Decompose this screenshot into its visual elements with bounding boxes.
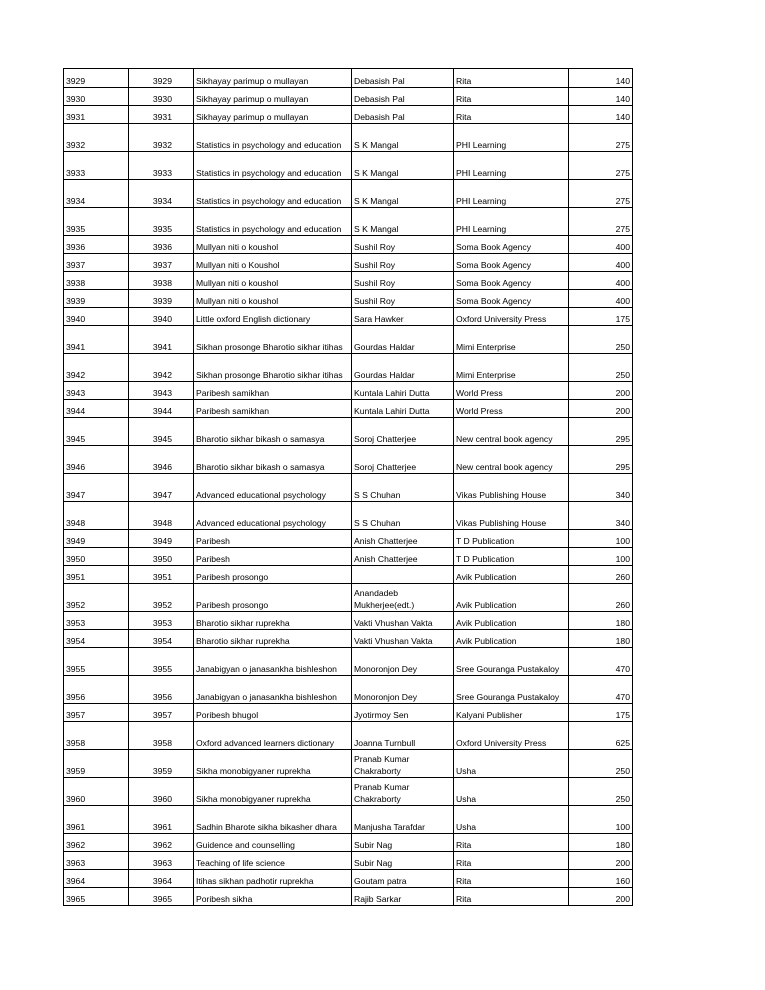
publisher-cell: Kalyani Publisher (454, 704, 569, 722)
price-cell: 175 (569, 308, 633, 326)
publisher-cell: Oxford University Press (454, 308, 569, 326)
author-cell: Debasish Pal (352, 106, 454, 124)
title-cell: Sikha monobigyaner ruprekha (194, 750, 352, 778)
publisher-cell: PHI Learning (454, 124, 569, 152)
accession-number-cell: 3937 (129, 254, 194, 272)
publisher-cell: World Press (454, 400, 569, 418)
price-cell: 200 (569, 888, 633, 906)
row-number-cell: 3945 (64, 418, 129, 446)
title-cell: Sikhayay parimup o mullayan (194, 106, 352, 124)
table-row (64, 502, 633, 530)
author-cell: Sara Hawker (352, 308, 454, 326)
title-cell: Sikhan prosonge Bharotio sikhar itihas (194, 326, 352, 354)
row-number-cell: 3937 (64, 254, 129, 272)
author-cell: Vakti Vhushan Vakta (352, 612, 454, 630)
publisher-cell: Soma Book Agency (454, 236, 569, 254)
author-cell: S S Chuhan (352, 502, 454, 530)
accession-number-cell: 3935 (129, 208, 194, 236)
publisher-cell: Usha (454, 806, 569, 834)
publisher-cell: Rita (454, 106, 569, 124)
title-cell: Teaching of life science (194, 852, 352, 870)
author-cell: S K Mangal (352, 180, 454, 208)
publisher-cell: Rita (454, 870, 569, 888)
price-cell: 200 (569, 852, 633, 870)
publisher-cell: Rita (454, 852, 569, 870)
table-row (64, 254, 633, 272)
price-cell: 200 (569, 400, 633, 418)
accession-number-cell: 3958 (129, 722, 194, 750)
row-number-cell: 3933 (64, 152, 129, 180)
table-row (64, 852, 633, 870)
publisher-cell: Rita (454, 888, 569, 906)
author-cell: Sushil Roy (352, 254, 454, 272)
title-cell: Mullyan niti o koushol (194, 272, 352, 290)
row-number-cell: 3943 (64, 382, 129, 400)
price-cell: 250 (569, 326, 633, 354)
accession-number-cell: 3955 (129, 648, 194, 676)
title-cell: Paribesh (194, 548, 352, 566)
accession-number-cell: 3956 (129, 676, 194, 704)
publisher-cell: PHI Learning (454, 180, 569, 208)
price-cell: 250 (569, 750, 633, 778)
row-number-cell: 3940 (64, 308, 129, 326)
accession-number-cell: 3932 (129, 124, 194, 152)
title-cell: Mullyan niti o Koushol (194, 254, 352, 272)
price-cell: 140 (569, 88, 633, 106)
accession-number-cell: 3957 (129, 704, 194, 722)
title-cell: Bharotio sikhar ruprekha (194, 612, 352, 630)
author-cell: Soroj Chatterjee (352, 446, 454, 474)
row-number-cell: 3957 (64, 704, 129, 722)
accession-number-cell: 3964 (129, 870, 194, 888)
accession-number-cell: 3945 (129, 418, 194, 446)
table-row (64, 124, 633, 152)
accession-number-cell: 3954 (129, 630, 194, 648)
table-row (64, 584, 633, 612)
title-cell: Statistics in psychology and education (194, 152, 352, 180)
row-number-cell: 3942 (64, 354, 129, 382)
publisher-cell: Sree Gouranga Pustakaloy (454, 676, 569, 704)
publisher-cell: Usha (454, 750, 569, 778)
publisher-cell: Rita (454, 69, 569, 88)
author-cell: S K Mangal (352, 208, 454, 236)
row-number-cell: 3960 (64, 778, 129, 806)
title-cell: Sikhayay parimup o mullayan (194, 69, 352, 88)
row-number-cell: 3936 (64, 236, 129, 254)
price-cell: 400 (569, 236, 633, 254)
publisher-cell: New central book agency (454, 446, 569, 474)
title-cell: Sikha monobigyaner ruprekha (194, 778, 352, 806)
row-number-cell: 3961 (64, 806, 129, 834)
title-cell: Paribesh prosongo (194, 566, 352, 584)
publisher-cell: World Press (454, 382, 569, 400)
author-cell: Monoronjon Dey (352, 676, 454, 704)
publisher-cell: Avik Publication (454, 566, 569, 584)
publisher-cell: T D Publication (454, 530, 569, 548)
title-cell: Sikhayay parimup o mullayan (194, 88, 352, 106)
title-cell: Bharotio sikhar bikash o samasya (194, 446, 352, 474)
accession-number-cell: 3939 (129, 290, 194, 308)
accession-number-cell: 3930 (129, 88, 194, 106)
title-cell: Poribesh bhugol (194, 704, 352, 722)
title-cell: Mullyan niti o koushol (194, 236, 352, 254)
title-cell: Bharotio sikhar ruprekha (194, 630, 352, 648)
author-cell: Anish Chatterjee (352, 530, 454, 548)
table-row (64, 704, 633, 722)
row-number-cell: 3959 (64, 750, 129, 778)
table-row (64, 180, 633, 208)
price-cell: 275 (569, 152, 633, 180)
author-cell: Manjusha Tarafdar (352, 806, 454, 834)
row-number-cell: 3952 (64, 584, 129, 612)
title-cell: Janabigyan o janasankha bishleshon (194, 676, 352, 704)
table-row (64, 382, 633, 400)
accession-number-cell: 3929 (129, 69, 194, 88)
publisher-cell: Vikas Publishing House (454, 474, 569, 502)
title-cell: Statistics in psychology and education (194, 124, 352, 152)
table-row (64, 354, 633, 382)
publisher-cell: Sree Gouranga Pustakaloy (454, 648, 569, 676)
accession-number-cell: 3948 (129, 502, 194, 530)
price-cell: 275 (569, 180, 633, 208)
accession-number-cell: 3949 (129, 530, 194, 548)
accession-number-cell: 3965 (129, 888, 194, 906)
row-number-cell: 3953 (64, 612, 129, 630)
accession-number-cell: 3959 (129, 750, 194, 778)
title-cell: Paribesh samikhan (194, 382, 352, 400)
publisher-cell: T D Publication (454, 548, 569, 566)
price-cell: 295 (569, 446, 633, 474)
accession-number-cell: 3940 (129, 308, 194, 326)
table-row (64, 208, 633, 236)
row-number-cell: 3947 (64, 474, 129, 502)
accession-number-cell: 3952 (129, 584, 194, 612)
table-row (64, 446, 633, 474)
publisher-cell: PHI Learning (454, 208, 569, 236)
author-cell: Gourdas Haldar (352, 326, 454, 354)
table-body (64, 69, 633, 906)
price-cell: 625 (569, 722, 633, 750)
table-row (64, 722, 633, 750)
row-number-cell: 3931 (64, 106, 129, 124)
author-cell: S K Mangal (352, 124, 454, 152)
row-number-cell: 3944 (64, 400, 129, 418)
accession-number-cell: 3961 (129, 806, 194, 834)
price-cell: 180 (569, 834, 633, 852)
author-cell (352, 566, 454, 584)
price-cell: 140 (569, 69, 633, 88)
table-row (64, 870, 633, 888)
author-cell: Subir Nag (352, 852, 454, 870)
table-row (64, 326, 633, 354)
row-number-cell: 3935 (64, 208, 129, 236)
table-row (64, 106, 633, 124)
table-row (64, 778, 633, 806)
accession-number-cell: 3931 (129, 106, 194, 124)
accession-number-cell: 3963 (129, 852, 194, 870)
row-number-cell: 3962 (64, 834, 129, 852)
row-number-cell: 3941 (64, 326, 129, 354)
author-cell: Gourdas Haldar (352, 354, 454, 382)
publisher-cell: New central book agency (454, 418, 569, 446)
author-cell: Sushil Roy (352, 272, 454, 290)
publisher-cell: Soma Book Agency (454, 254, 569, 272)
table-row (64, 530, 633, 548)
author-cell: Pranab Kumar Chakraborty (352, 778, 454, 806)
accession-number-cell: 3946 (129, 446, 194, 474)
accession-number-cell: 3953 (129, 612, 194, 630)
title-cell: Statistics in psychology and education (194, 208, 352, 236)
price-cell: 340 (569, 474, 633, 502)
table-row (64, 612, 633, 630)
publisher-cell: Avik Publication (454, 630, 569, 648)
accession-number-cell: 3938 (129, 272, 194, 290)
title-cell: Statistics in psychology and education (194, 180, 352, 208)
row-number-cell: 3934 (64, 180, 129, 208)
row-number-cell: 3930 (64, 88, 129, 106)
author-cell: Rajib Sarkar (352, 888, 454, 906)
author-cell: Kuntala Lahiri Dutta (352, 400, 454, 418)
accession-number-cell: 3950 (129, 548, 194, 566)
row-number-cell: 3948 (64, 502, 129, 530)
table-row (64, 290, 633, 308)
table-row (64, 69, 633, 88)
publisher-cell: Rita (454, 834, 569, 852)
title-cell: Paribesh prosongo (194, 584, 352, 612)
author-cell: Vakti Vhushan Vakta (352, 630, 454, 648)
table-row (64, 566, 633, 584)
author-cell: Goutam patra (352, 870, 454, 888)
table-row (64, 806, 633, 834)
price-cell: 180 (569, 630, 633, 648)
table-row (64, 308, 633, 326)
title-cell: Itihas sikhan padhotir ruprekha (194, 870, 352, 888)
table-row (64, 630, 633, 648)
price-cell: 200 (569, 382, 633, 400)
price-cell: 260 (569, 566, 633, 584)
row-number-cell: 3954 (64, 630, 129, 648)
price-cell: 275 (569, 124, 633, 152)
author-cell: Debasish Pal (352, 88, 454, 106)
table-row (64, 750, 633, 778)
publisher-cell: Usha (454, 778, 569, 806)
author-cell: S K Mangal (352, 152, 454, 180)
row-number-cell: 3938 (64, 272, 129, 290)
table-row (64, 676, 633, 704)
author-cell: Subir Nag (352, 834, 454, 852)
row-number-cell: 3965 (64, 888, 129, 906)
publisher-cell: Rita (454, 88, 569, 106)
row-number-cell: 3939 (64, 290, 129, 308)
row-number-cell: 3932 (64, 124, 129, 152)
author-cell: Soroj Chatterjee (352, 418, 454, 446)
price-cell: 100 (569, 530, 633, 548)
publisher-cell: Vikas Publishing House (454, 502, 569, 530)
accession-number-cell: 3934 (129, 180, 194, 208)
author-cell: S S Chuhan (352, 474, 454, 502)
accession-number-cell: 3951 (129, 566, 194, 584)
price-cell: 175 (569, 704, 633, 722)
row-number-cell: 3950 (64, 548, 129, 566)
publisher-cell: PHI Learning (454, 152, 569, 180)
price-cell: 400 (569, 254, 633, 272)
accession-number-cell: 3936 (129, 236, 194, 254)
title-cell: Advanced educational psychology (194, 474, 352, 502)
title-cell: Little oxford English dictionary (194, 308, 352, 326)
price-cell: 470 (569, 648, 633, 676)
price-cell: 470 (569, 676, 633, 704)
author-cell: Anandadeb Mukherjee(edt.) (352, 584, 454, 612)
table-row (64, 236, 633, 254)
publisher-cell: Avik Publication (454, 584, 569, 612)
price-cell: 250 (569, 354, 633, 382)
title-cell: Sadhin Bharote sikha bikasher dhara (194, 806, 352, 834)
author-cell: Sushil Roy (352, 236, 454, 254)
title-cell: Guidence and counselling (194, 834, 352, 852)
title-cell: Paribesh samikhan (194, 400, 352, 418)
title-cell: Paribesh (194, 530, 352, 548)
table-row (64, 272, 633, 290)
row-number-cell: 3963 (64, 852, 129, 870)
table-row (64, 888, 633, 906)
price-cell: 160 (569, 870, 633, 888)
row-number-cell: 3946 (64, 446, 129, 474)
author-cell: Debasish Pal (352, 69, 454, 88)
publisher-cell: Mimi Enterprise (454, 326, 569, 354)
row-number-cell: 3955 (64, 648, 129, 676)
title-cell: Oxford advanced learners dictionary (194, 722, 352, 750)
row-number-cell: 3958 (64, 722, 129, 750)
table-row (64, 418, 633, 446)
title-cell: Advanced educational psychology (194, 502, 352, 530)
accession-number-cell: 3941 (129, 326, 194, 354)
price-cell: 400 (569, 290, 633, 308)
accession-number-cell: 3933 (129, 152, 194, 180)
accession-number-cell: 3944 (129, 400, 194, 418)
price-cell: 140 (569, 106, 633, 124)
price-cell: 180 (569, 612, 633, 630)
table-row (64, 648, 633, 676)
price-cell: 260 (569, 584, 633, 612)
title-cell: Mullyan niti o koushol (194, 290, 352, 308)
title-cell: Bharotio sikhar bikash o samasya (194, 418, 352, 446)
accession-number-cell: 3962 (129, 834, 194, 852)
accession-number-cell: 3943 (129, 382, 194, 400)
price-cell: 340 (569, 502, 633, 530)
author-cell: Joanna Turnbull (352, 722, 454, 750)
price-cell: 100 (569, 548, 633, 566)
title-cell: Janabigyan o janasankha bishleshon (194, 648, 352, 676)
author-cell: Sushil Roy (352, 290, 454, 308)
author-cell: Pranab Kumar Chakraborty (352, 750, 454, 778)
price-cell: 295 (569, 418, 633, 446)
row-number-cell: 3956 (64, 676, 129, 704)
table-row (64, 152, 633, 180)
accession-number-cell: 3942 (129, 354, 194, 382)
table-row (64, 474, 633, 502)
publisher-cell: Oxford University Press (454, 722, 569, 750)
publisher-cell: Soma Book Agency (454, 290, 569, 308)
author-cell: Monoronjon Dey (352, 648, 454, 676)
accession-number-cell: 3960 (129, 778, 194, 806)
author-cell: Jyotirmoy Sen (352, 704, 454, 722)
author-cell: Kuntala Lahiri Dutta (352, 382, 454, 400)
book-register-table (63, 68, 633, 906)
accession-number-cell: 3947 (129, 474, 194, 502)
title-cell: Poribesh sikha (194, 888, 352, 906)
table-row (64, 88, 633, 106)
author-cell: Anish Chatterjee (352, 548, 454, 566)
publisher-cell: Avik Publication (454, 612, 569, 630)
table-row (64, 548, 633, 566)
price-cell: 250 (569, 778, 633, 806)
price-cell: 275 (569, 208, 633, 236)
row-number-cell: 3964 (64, 870, 129, 888)
row-number-cell: 3929 (64, 69, 129, 88)
row-number-cell: 3951 (64, 566, 129, 584)
price-cell: 100 (569, 806, 633, 834)
price-cell: 400 (569, 272, 633, 290)
row-number-cell: 3949 (64, 530, 129, 548)
publisher-cell: Mimi Enterprise (454, 354, 569, 382)
table-row (64, 400, 633, 418)
publisher-cell: Soma Book Agency (454, 272, 569, 290)
title-cell: Sikhan prosonge Bharotio sikhar itihas (194, 354, 352, 382)
table-row (64, 834, 633, 852)
